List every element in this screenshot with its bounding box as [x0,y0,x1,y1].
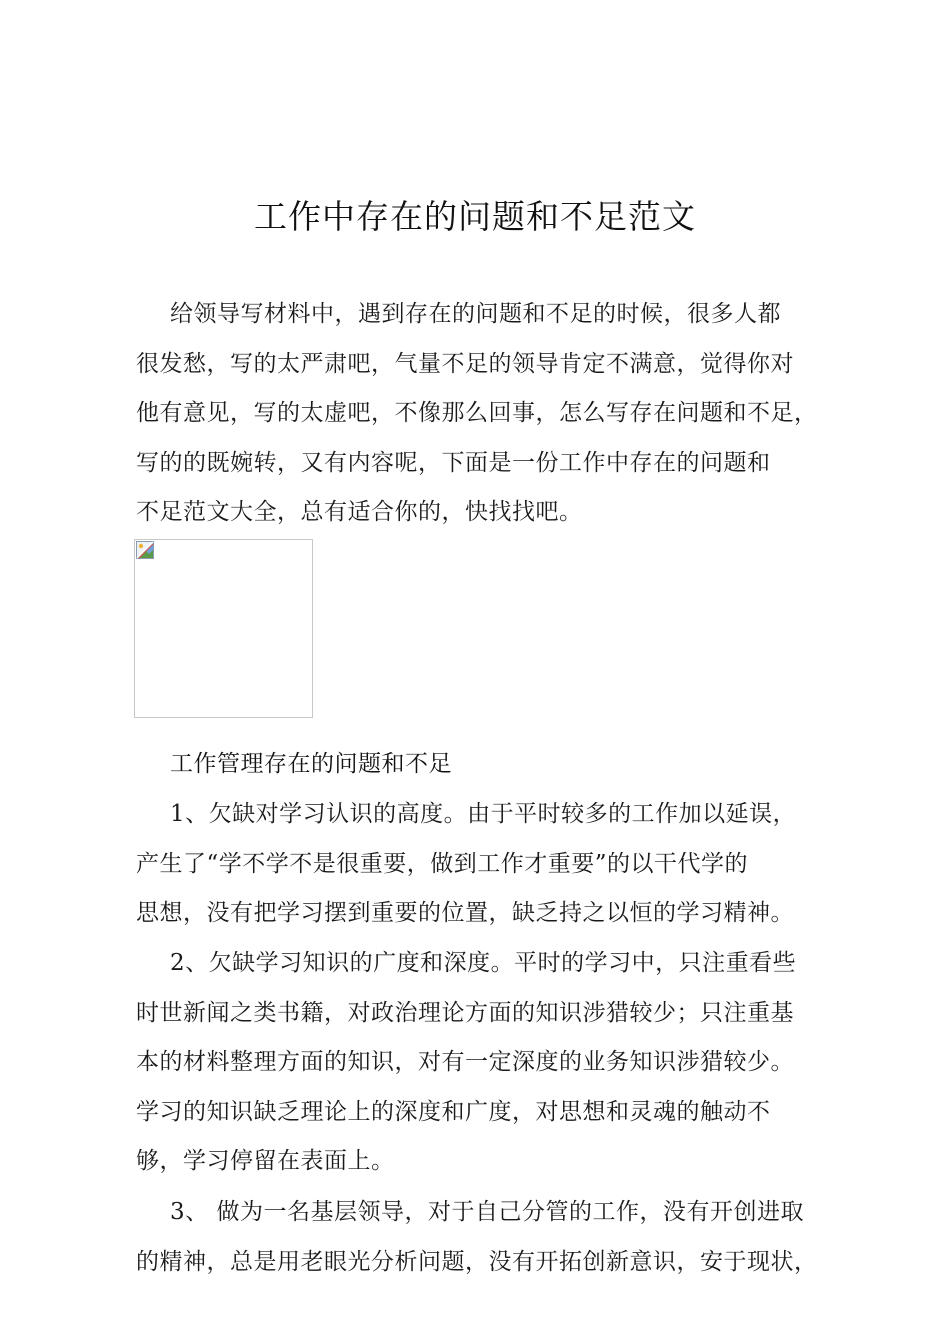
paragraph-line: 的精神，总是用老眼光分析问题，没有开拓创新意识，安于现状， [136,1248,818,1275]
paragraph-line: 够，学习停留在表面上。 [136,1148,395,1174]
paragraph-line: 2、欠缺学习知识的广度和深度。平时的学习中，只注重看些 [170,950,797,976]
paragraph-line: 不足范文大全，总有适合你的，快找找吧。 [136,499,583,525]
paragraph-line: 很发愁，写的太严肃吧，气量不足的领导肯定不满意，觉得你对 [136,350,794,377]
paragraph-line: 产生了“学不学不是很重要，做到工作才重要”的以干代学的 [136,850,749,877]
image-placeholder [134,539,313,718]
paragraph-line: 1、欠缺对学习认识的高度。由于平时较多的工作加以延误， [170,801,797,827]
paragraph-line: 3、 做为一名基层领导，对于自己分管的工作，没有开创进取 [170,1199,804,1225]
paragraph-line: 时世新闻之类书籍，对政治理论方面的知识涉猎较少；只注重基 [136,999,794,1026]
list-item-3 [136,1188,836,1287]
intro-paragraph [136,290,836,538]
paragraph-line: 写的的既婉转，又有内容呢，下面是一份工作中存在的问题和 [136,449,771,476]
paragraph-line: 学习的知识缺乏理论上的深度和广度，对思想和灵魂的触动不 [136,1098,771,1125]
list-item-2 [136,939,836,1187]
page-title: 工作中存在的问题和不足范文 [254,197,696,236]
paragraph-line: 给领导写材料中，遇到存在的问题和不足的时候，很多人都 [170,301,781,327]
paragraph-line: 本的材料整理方面的知识，对有一定深度的业务知识涉猎较少。 [136,1049,794,1075]
broken-image-icon [136,541,154,559]
section-heading: 工作管理存在的问题和不足 [170,751,452,777]
paragraph-line: 思想，没有把学习摆到重要的位置，缺乏持之以恒的学习精神。 [136,900,794,926]
list-item-1 [136,790,836,939]
paragraph-line: 他有意见，写的太虚吧，不像那么回事，怎么写存在问题和不足， [136,400,818,426]
